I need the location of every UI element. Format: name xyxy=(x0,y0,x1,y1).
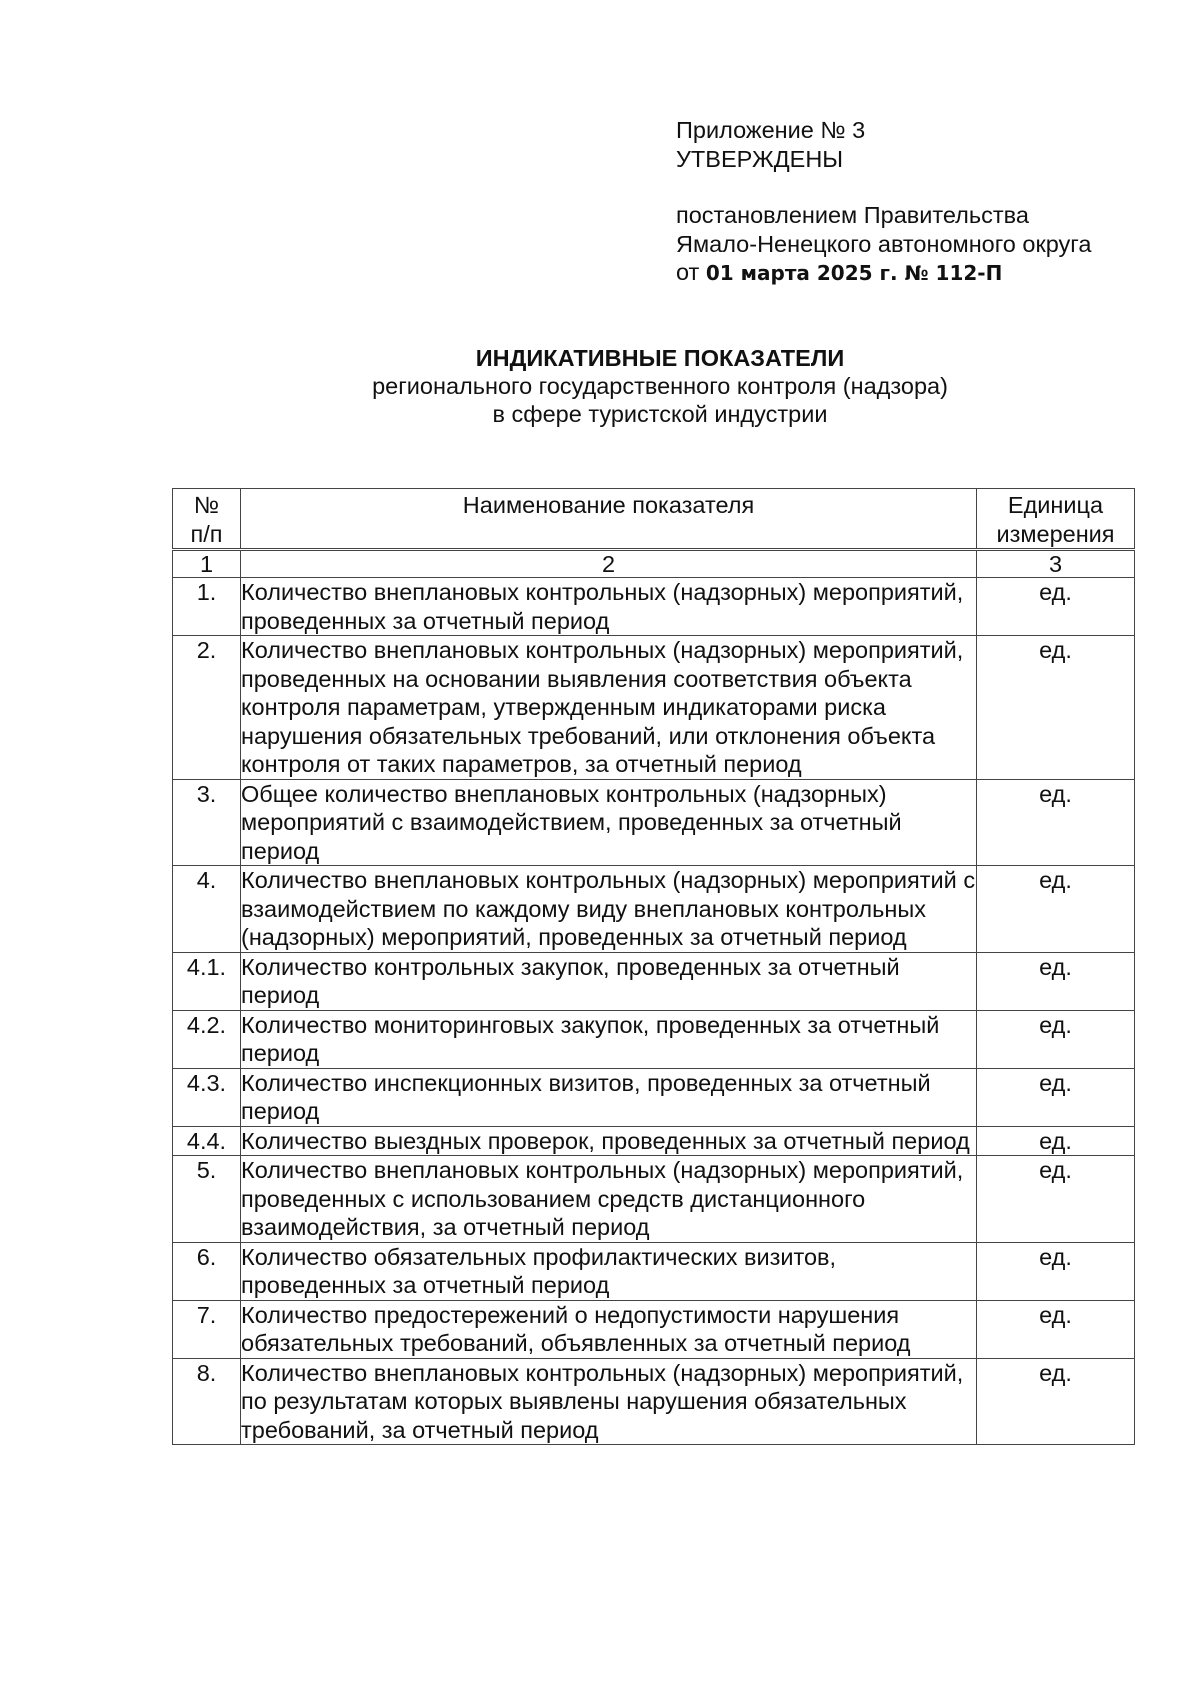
unit-of-measure: ед. xyxy=(977,1068,1135,1126)
column-index: 1 xyxy=(173,550,241,578)
table-header-row xyxy=(173,489,1135,550)
unit-of-measure: ед. xyxy=(977,578,1135,636)
table-row xyxy=(173,1358,1135,1445)
unit-of-measure: ед. xyxy=(977,1242,1135,1300)
row-number: 4.1. xyxy=(173,952,241,1010)
table-row xyxy=(173,1242,1135,1300)
table-row xyxy=(173,779,1135,866)
indicator-name: Общее количество внеплановых контрольных (надзорных) мероприятий с взаимодействием, проведенных за отчетный период xyxy=(241,779,977,866)
row-number: 1. xyxy=(173,578,241,636)
row-number: 6. xyxy=(173,1242,241,1300)
approval-block xyxy=(676,116,1176,288)
header-unit-line1: Единица xyxy=(1007,492,1104,518)
indicator-name: Количество внеплановых контрольных (надзорных) мероприятий, проведенных за отчетный период xyxy=(241,578,977,636)
appendix-number: Приложение № 3 xyxy=(676,117,866,143)
header-number-line1: № xyxy=(193,492,220,518)
title-main: ИНДИКАТИВНЫЕ ПОКАЗАТЕЛИ xyxy=(475,345,845,371)
table-row xyxy=(173,1156,1135,1243)
resolution-date-line xyxy=(676,258,1176,288)
header-number xyxy=(173,489,241,550)
row-number: 4.4. xyxy=(173,1126,241,1156)
row-number: 8. xyxy=(173,1358,241,1445)
table-row xyxy=(173,1068,1135,1126)
row-number: 3. xyxy=(173,779,241,866)
date-prefix: от xyxy=(676,259,700,285)
table-row xyxy=(173,636,1135,780)
approved-label: УТВЕРЖДЕНЫ xyxy=(676,145,844,172)
table-row xyxy=(173,1010,1135,1068)
title-subtitle-1: регионального государственного контроля (надзора) xyxy=(372,373,948,399)
table-row xyxy=(173,578,1135,636)
indicator-name: Количество внеплановых контрольных (надзорных) мероприятий, проведенных на основании выявления соответствия объекта контроля параметрам, утвержденным индикаторами риска нарушения обязательных требований, или отклонения объекта контроля от таких параметров, за отчетный период xyxy=(241,636,977,780)
indicator-name: Количество контрольных закупок, проведенных за отчетный период xyxy=(241,952,977,1010)
table-row xyxy=(173,1126,1135,1156)
table-row xyxy=(173,1300,1135,1358)
unit-of-measure: ед. xyxy=(977,1156,1135,1243)
row-number: 7. xyxy=(173,1300,241,1358)
header-name: Наименование показателя xyxy=(241,489,977,550)
row-number: 5. xyxy=(173,1156,241,1243)
row-number: 2. xyxy=(173,636,241,780)
document-title xyxy=(160,344,1160,428)
column-index-row xyxy=(173,550,1135,578)
indicator-name: Количество внеплановых контрольных (надзорных) мероприятий, по результатам которых выявлены нарушения обязательных требований, за отчетный период xyxy=(241,1358,977,1445)
indicator-name: Количество инспекционных визитов, проведенных за отчетный период xyxy=(241,1068,977,1126)
unit-of-measure: ед. xyxy=(977,1126,1135,1156)
row-number: 4.2. xyxy=(173,1010,241,1068)
table-row xyxy=(173,866,1135,953)
government-name: Ямало-Ненецкого автономного округа xyxy=(676,230,1092,257)
unit-of-measure: ед. xyxy=(977,636,1135,780)
indicator-name: Количество внеплановых контрольных (надзорных) мероприятий с взаимодействием по каждому виду внеплановых контрольных (надзорных) мероприятий, проведенных за отчетный период xyxy=(241,867,976,950)
unit-of-measure: ед. xyxy=(977,952,1135,1010)
resolution-line: постановлением Правительства xyxy=(676,202,1029,228)
unit-of-measure: ед. xyxy=(977,866,1135,953)
row-number: 4. xyxy=(173,866,241,953)
indicator-name: Количество выездных проверок, проведенных за отчетный период xyxy=(241,1126,977,1156)
header-number-line2: п/п xyxy=(190,520,223,547)
indicators-table xyxy=(172,488,1135,1445)
unit-of-measure: ед. xyxy=(977,1300,1135,1358)
header-unit-line2: измерения xyxy=(996,520,1115,547)
indicator-name: Количество обязательных профилактических визитов, проведенных за отчетный период xyxy=(241,1242,977,1300)
header-unit xyxy=(977,489,1135,550)
resolution-number: 01 марта 2025 г. № 112-П xyxy=(705,261,1003,285)
title-subtitle-2: в сфере туристской индустрии xyxy=(492,401,828,427)
unit-of-measure: ед. xyxy=(977,779,1135,866)
indicator-name: Количество предостережений о недопустимости нарушения обязательных требований, объявленных за отчетный период xyxy=(241,1300,977,1358)
table-row xyxy=(173,952,1135,1010)
unit-of-measure: ед. xyxy=(977,1010,1135,1068)
row-number: 4.3. xyxy=(173,1068,241,1126)
unit-of-measure: ед. xyxy=(977,1358,1135,1445)
column-index: 2 xyxy=(241,550,977,578)
indicator-name: Количество мониторинговых закупок, проведенных за отчетный период xyxy=(241,1010,977,1068)
indicator-name: Количество внеплановых контрольных (надзорных) мероприятий, проведенных с использованием средств дистанционного взаимодействия, за отчетный период xyxy=(241,1156,977,1243)
column-index: 3 xyxy=(977,550,1135,578)
